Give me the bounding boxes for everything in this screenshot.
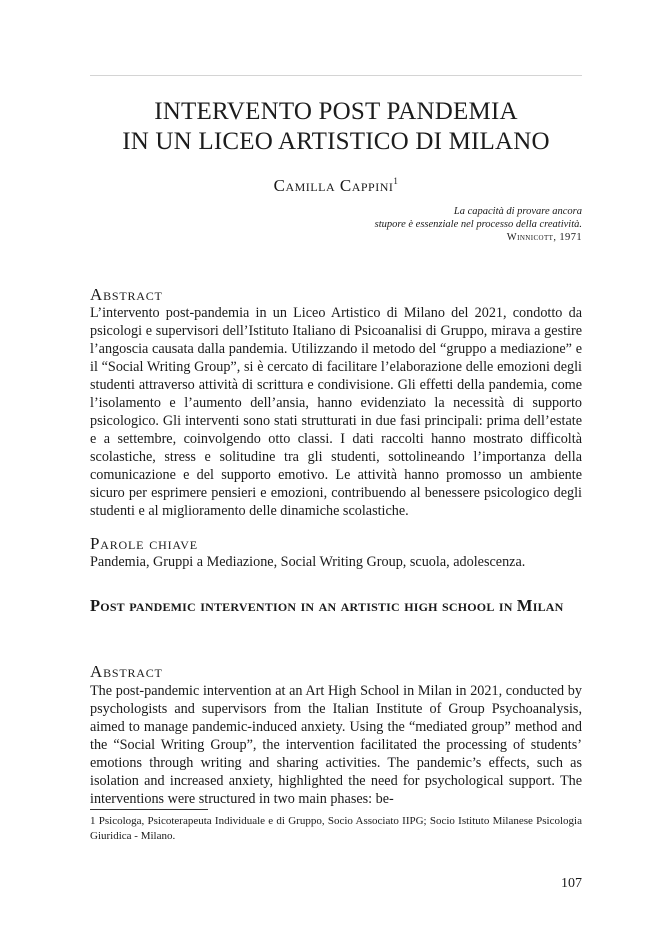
abstract-heading-it: Abstract [90, 285, 163, 304]
abstract-text-en: The post-pandemic intervention at an Art High School in Milan in 2021, conducted by psychologists and supervisors from the Italian Institute of Group Psychoanalysis, aimed to manage pandemic-induced anxiety. Using the “mediated group” method and the “Social Writing Group”, the intervention facilitated the processing of students’ emotions through writing and sharing activities. The pandemic’s effects, such as isolation and increased anxiety, highlighted the need for psychological support. The interventions were structured in two main phases: be- [90, 683, 582, 807]
keywords-text: Pandemia, Gruppi a Mediazione, Social Writing Group, scuola, adolescenza. [90, 554, 526, 570]
epigraph-line-1: La capacità di provare ancora [453, 206, 582, 217]
epigraph [262, 205, 582, 244]
article-title [90, 97, 582, 157]
abstract-heading-en: Abstract [90, 662, 163, 681]
footnote: 1 Psicologa, Psicoterapeuta Individuale e di Gruppo, Socio Associato IIPG; Socio Istituto Milanese Psicologia Giuridica - Milano. [90, 815, 582, 842]
page-number: 107 [561, 876, 582, 891]
author-name: Camilla Cappini [273, 176, 394, 195]
author-footnote-mark: 1 [393, 176, 399, 186]
abstract-text-it: L’intervento post-pandemia in un Liceo Artistico di Milano del 2021, condotto da psicologi e supervisori dell’Istituto Italiano di Psicoanalisi di Gruppo, mirava a gestire l’angoscia causata dalla pandemia. Utilizzando il metodo del “gruppo a mediazione” e il “Social Writing Group”, si è cercato di facilitare l’elaborazione delle emozioni degli studenti attraverso attività di scrittura e condivisione. Gli effetti della pandemia, come l’isolamento e l’aumento dell’ansia, hanno evidenziato la necessità di supporto psicologico. Gli interventi sono stati strutturati in due fasi principali: prima dell’estate e a settembre, coinvolgendo otto classi. I dati raccolti hanno mostrato difficoltà scolastiche, stress e solitudine tra gli studenti, sottolineando l’importanza della comunicazione e del supporto emotivo. Le attività hanno promosso un ambiente sicuro per esprimere pensieri e emozioni, contribuendo al benessere psicologico degli studenti e al miglioramento delle dinamiche scolastiche. [90, 305, 582, 519]
keywords-heading: Parole chiave [90, 534, 198, 553]
article-title-line-2: IN UN LICEO ARTISTICO DI MILANO [122, 128, 550, 155]
top-rule [90, 75, 582, 76]
epigraph-attribution: Winnicott, 1971 [506, 232, 582, 243]
footnote-rule [90, 809, 208, 810]
epigraph-line-2: stupore è essenziale nel processo della creatività. [374, 219, 582, 230]
english-title: Post pandemic intervention in an artistic high school in Milan [90, 596, 564, 615]
author [90, 171, 582, 196]
article-title-line-1: INTERVENTO POST PANDEMIA [154, 98, 518, 125]
